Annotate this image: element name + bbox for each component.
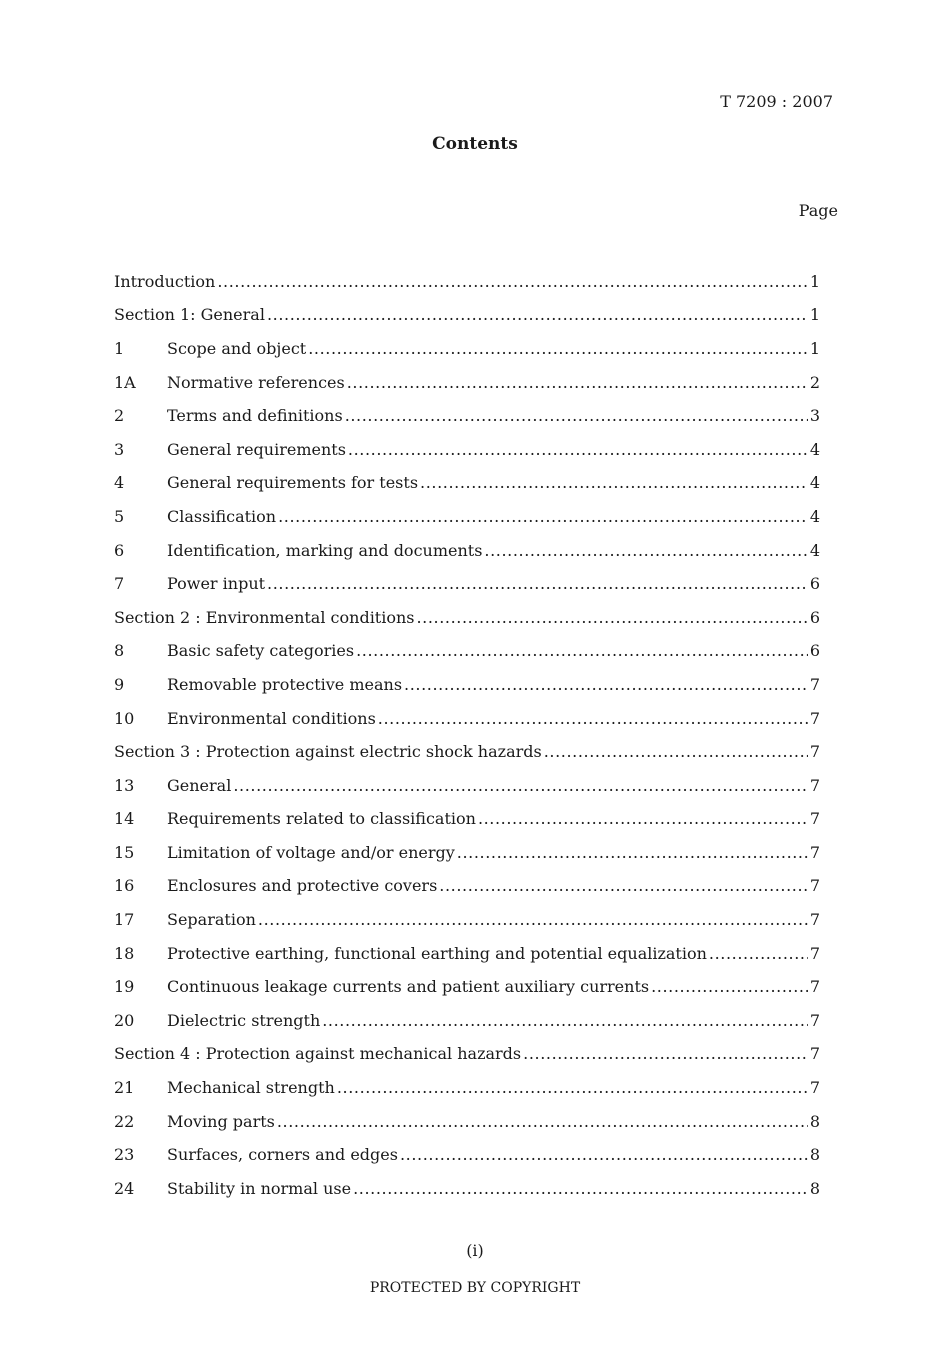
toc-dot-leader: [277, 1112, 808, 1132]
toc-dot-leader: [400, 1145, 808, 1165]
toc-entry-page: 6: [809, 574, 820, 594]
toc-entry-page: 4: [809, 439, 820, 459]
toc-entry[interactable]: [114, 970, 820, 1004]
toc-dot-leader: [233, 776, 807, 796]
toc-entry-number: 10: [114, 708, 135, 728]
toc-entry-title: Basic safety categories: [167, 641, 355, 661]
toc-entry-number: 23: [114, 1145, 135, 1165]
toc-entry-number: 8: [114, 641, 125, 661]
toc-entry-page: 4: [809, 540, 820, 560]
toc-dot-leader: [337, 1078, 808, 1098]
toc-dot-leader: [258, 910, 808, 930]
page-column-label: Page: [798, 201, 838, 220]
toc-entry-number: 4: [114, 473, 125, 493]
footer-page-number: (i): [466, 1241, 484, 1260]
toc-entry-page: 4: [809, 473, 820, 493]
toc-entry[interactable]: [114, 265, 820, 299]
toc-entry-page: 2: [809, 372, 820, 392]
toc-entry-page: 8: [809, 1145, 820, 1165]
toc-entry-title: Section 1: General: [114, 305, 265, 325]
page-title: Contents: [432, 134, 518, 154]
toc-entry-number: 7: [114, 574, 125, 594]
toc-entry[interactable]: [114, 534, 820, 568]
toc-entry[interactable]: [114, 1172, 820, 1206]
toc-entry[interactable]: [114, 1071, 820, 1105]
toc-dot-leader: [345, 406, 808, 426]
toc-dot-leader: [353, 1179, 808, 1199]
copyright-notice: PROTECTED BY COPYRIGHT: [369, 1280, 581, 1296]
toc-entry-title: Identification, marking and documents: [167, 540, 483, 560]
toc-entry[interactable]: [114, 299, 820, 333]
toc-entry[interactable]: [114, 836, 820, 870]
toc-entry[interactable]: [114, 500, 820, 534]
toc-entry[interactable]: [114, 668, 820, 702]
toc-entry[interactable]: [114, 1004, 820, 1038]
toc-entry-title: Surfaces, corners and edges: [167, 1145, 398, 1165]
toc-entry-title: General requirements for tests: [167, 473, 419, 493]
toc-entry-title: General: [167, 775, 232, 795]
toc-entry[interactable]: [114, 702, 820, 736]
toc-entry[interactable]: [114, 1105, 820, 1139]
toc-dot-leader: [404, 675, 808, 695]
toc-entry-number: 21: [114, 1078, 135, 1098]
toc-entry-number: 3: [114, 439, 125, 459]
toc-dot-leader: [544, 742, 808, 762]
toc-entry-title: Stability in normal use: [167, 1178, 352, 1198]
toc-entry-title: Dielectric strength: [167, 1010, 321, 1030]
toc-entry-title: Classification: [167, 506, 277, 526]
toc-entry[interactable]: [114, 467, 820, 501]
table-of-contents: [114, 265, 820, 1206]
toc-entry[interactable]: [114, 332, 820, 366]
toc-entry-title: Limitation of voltage and/or energy: [167, 842, 455, 862]
toc-dot-leader: [420, 473, 808, 493]
toc-dot-leader: [308, 339, 808, 359]
toc-entry-page: 7: [809, 1078, 820, 1098]
toc-entry-page: 1: [809, 338, 820, 358]
toc-entry[interactable]: [114, 903, 820, 937]
toc-entry-page: 7: [809, 809, 820, 829]
toc-entry[interactable]: [114, 870, 820, 904]
toc-dot-leader: [347, 373, 808, 393]
toc-entry-page: 7: [809, 876, 820, 896]
toc-entry[interactable]: [114, 635, 820, 669]
toc-entry-title: Section 4 : Protection against mechanical hazards: [114, 1044, 522, 1064]
toc-entry-page: 1: [809, 271, 820, 291]
document-number: T 7209 : 2007: [720, 92, 833, 111]
toc-dot-leader: [322, 1011, 808, 1031]
toc-dot-leader: [709, 944, 808, 964]
toc-dot-leader: [348, 440, 808, 460]
toc-dot-leader: [267, 574, 808, 594]
toc-entry-page: 7: [809, 742, 820, 762]
toc-entry-number: 1: [114, 338, 125, 358]
toc-entry-page: 4: [809, 506, 820, 526]
toc-entry-title: Removable protective means: [167, 674, 403, 694]
toc-entry-page: 7: [809, 910, 820, 930]
toc-entry-page: 7: [809, 674, 820, 694]
toc-dot-leader: [356, 641, 808, 661]
toc-entry[interactable]: [114, 937, 820, 971]
toc-entry-number: 9: [114, 674, 125, 694]
toc-entry[interactable]: [114, 735, 820, 769]
toc-entry-page: 7: [809, 1010, 820, 1030]
toc-entry-number: 18: [114, 943, 135, 963]
toc-entry-number: 19: [114, 977, 135, 997]
toc-entry-page: 7: [809, 977, 820, 997]
toc-entry-page: 7: [809, 1044, 820, 1064]
toc-entry-number: 13: [114, 775, 135, 795]
toc-entry[interactable]: [114, 366, 820, 400]
toc-entry-number: 14: [114, 809, 135, 829]
toc-entry[interactable]: [114, 803, 820, 837]
toc-entry-page: 6: [809, 607, 820, 627]
toc-entry-number: 16: [114, 876, 135, 896]
toc-entry-page: 1: [809, 305, 820, 325]
toc-entry-title: Enclosures and protective covers: [167, 876, 438, 896]
toc-entry-title: Continuous leakage currents and patient auxiliary currents: [167, 977, 650, 997]
toc-dot-leader: [267, 305, 808, 325]
toc-entry-number: 1A: [114, 372, 136, 392]
toc-entry-number: 24: [114, 1178, 135, 1198]
toc-entry-title: Mechanical strength: [167, 1078, 335, 1098]
toc-entry-title: Power input: [167, 574, 266, 594]
toc-entry-title: Section 2 : Environmental conditions: [114, 607, 415, 627]
toc-dot-leader: [523, 1044, 808, 1064]
toc-entry-number: 15: [114, 842, 135, 862]
toc-entry-page: 7: [809, 842, 820, 862]
toc-entry-number: 6: [114, 540, 125, 560]
toc-entry-title: Separation: [167, 910, 256, 930]
toc-entry-page: 6: [809, 641, 820, 661]
toc-entry-page: 8: [809, 1178, 820, 1198]
toc-dot-leader: [478, 809, 808, 829]
toc-dot-leader: [651, 977, 808, 997]
toc-entry-title: Section 3 : Protection against electric shock hazards: [114, 742, 542, 762]
toc-entry[interactable]: [114, 433, 820, 467]
toc-entry-title: Scope and object: [167, 338, 307, 358]
toc-entry-number: 22: [114, 1111, 135, 1131]
toc-entry-title: Moving parts: [167, 1111, 275, 1131]
toc-entry-title: Terms and definitions: [167, 406, 343, 426]
toc-dot-leader: [278, 507, 808, 527]
toc-entry-page: 7: [809, 943, 820, 963]
toc-entry-title: Environmental conditions: [167, 708, 376, 728]
toc-entry[interactable]: [114, 601, 820, 635]
toc-dot-leader: [484, 541, 807, 561]
toc-entry[interactable]: [114, 769, 820, 803]
toc-entry-title: Protective earthing, functional earthing and potential equalization: [167, 943, 707, 963]
toc-entry-number: 17: [114, 910, 135, 930]
toc-entry-page: 3: [809, 406, 820, 426]
toc-entry-title: Introduction: [114, 271, 216, 291]
toc-entry-page: 7: [809, 775, 820, 795]
toc-entry-number: 2: [114, 406, 125, 426]
toc-entry[interactable]: [114, 399, 820, 433]
toc-entry-title: General requirements: [167, 439, 346, 459]
toc-dot-leader: [439, 876, 808, 896]
toc-entry[interactable]: [114, 567, 820, 601]
toc-dot-leader: [417, 608, 808, 628]
toc-entry-title: Normative references: [167, 372, 345, 392]
toc-dot-leader: [457, 843, 808, 863]
toc-entry-page: 8: [809, 1111, 820, 1131]
toc-dot-leader: [217, 272, 807, 292]
toc-entry[interactable]: [114, 1038, 820, 1072]
toc-entry[interactable]: [114, 1138, 820, 1172]
toc-entry-number: 20: [114, 1010, 135, 1030]
toc-entry-title: Requirements related to classification: [167, 809, 476, 829]
toc-entry-page: 7: [809, 708, 820, 728]
toc-dot-leader: [378, 709, 808, 729]
toc-entry-number: 5: [114, 506, 125, 526]
